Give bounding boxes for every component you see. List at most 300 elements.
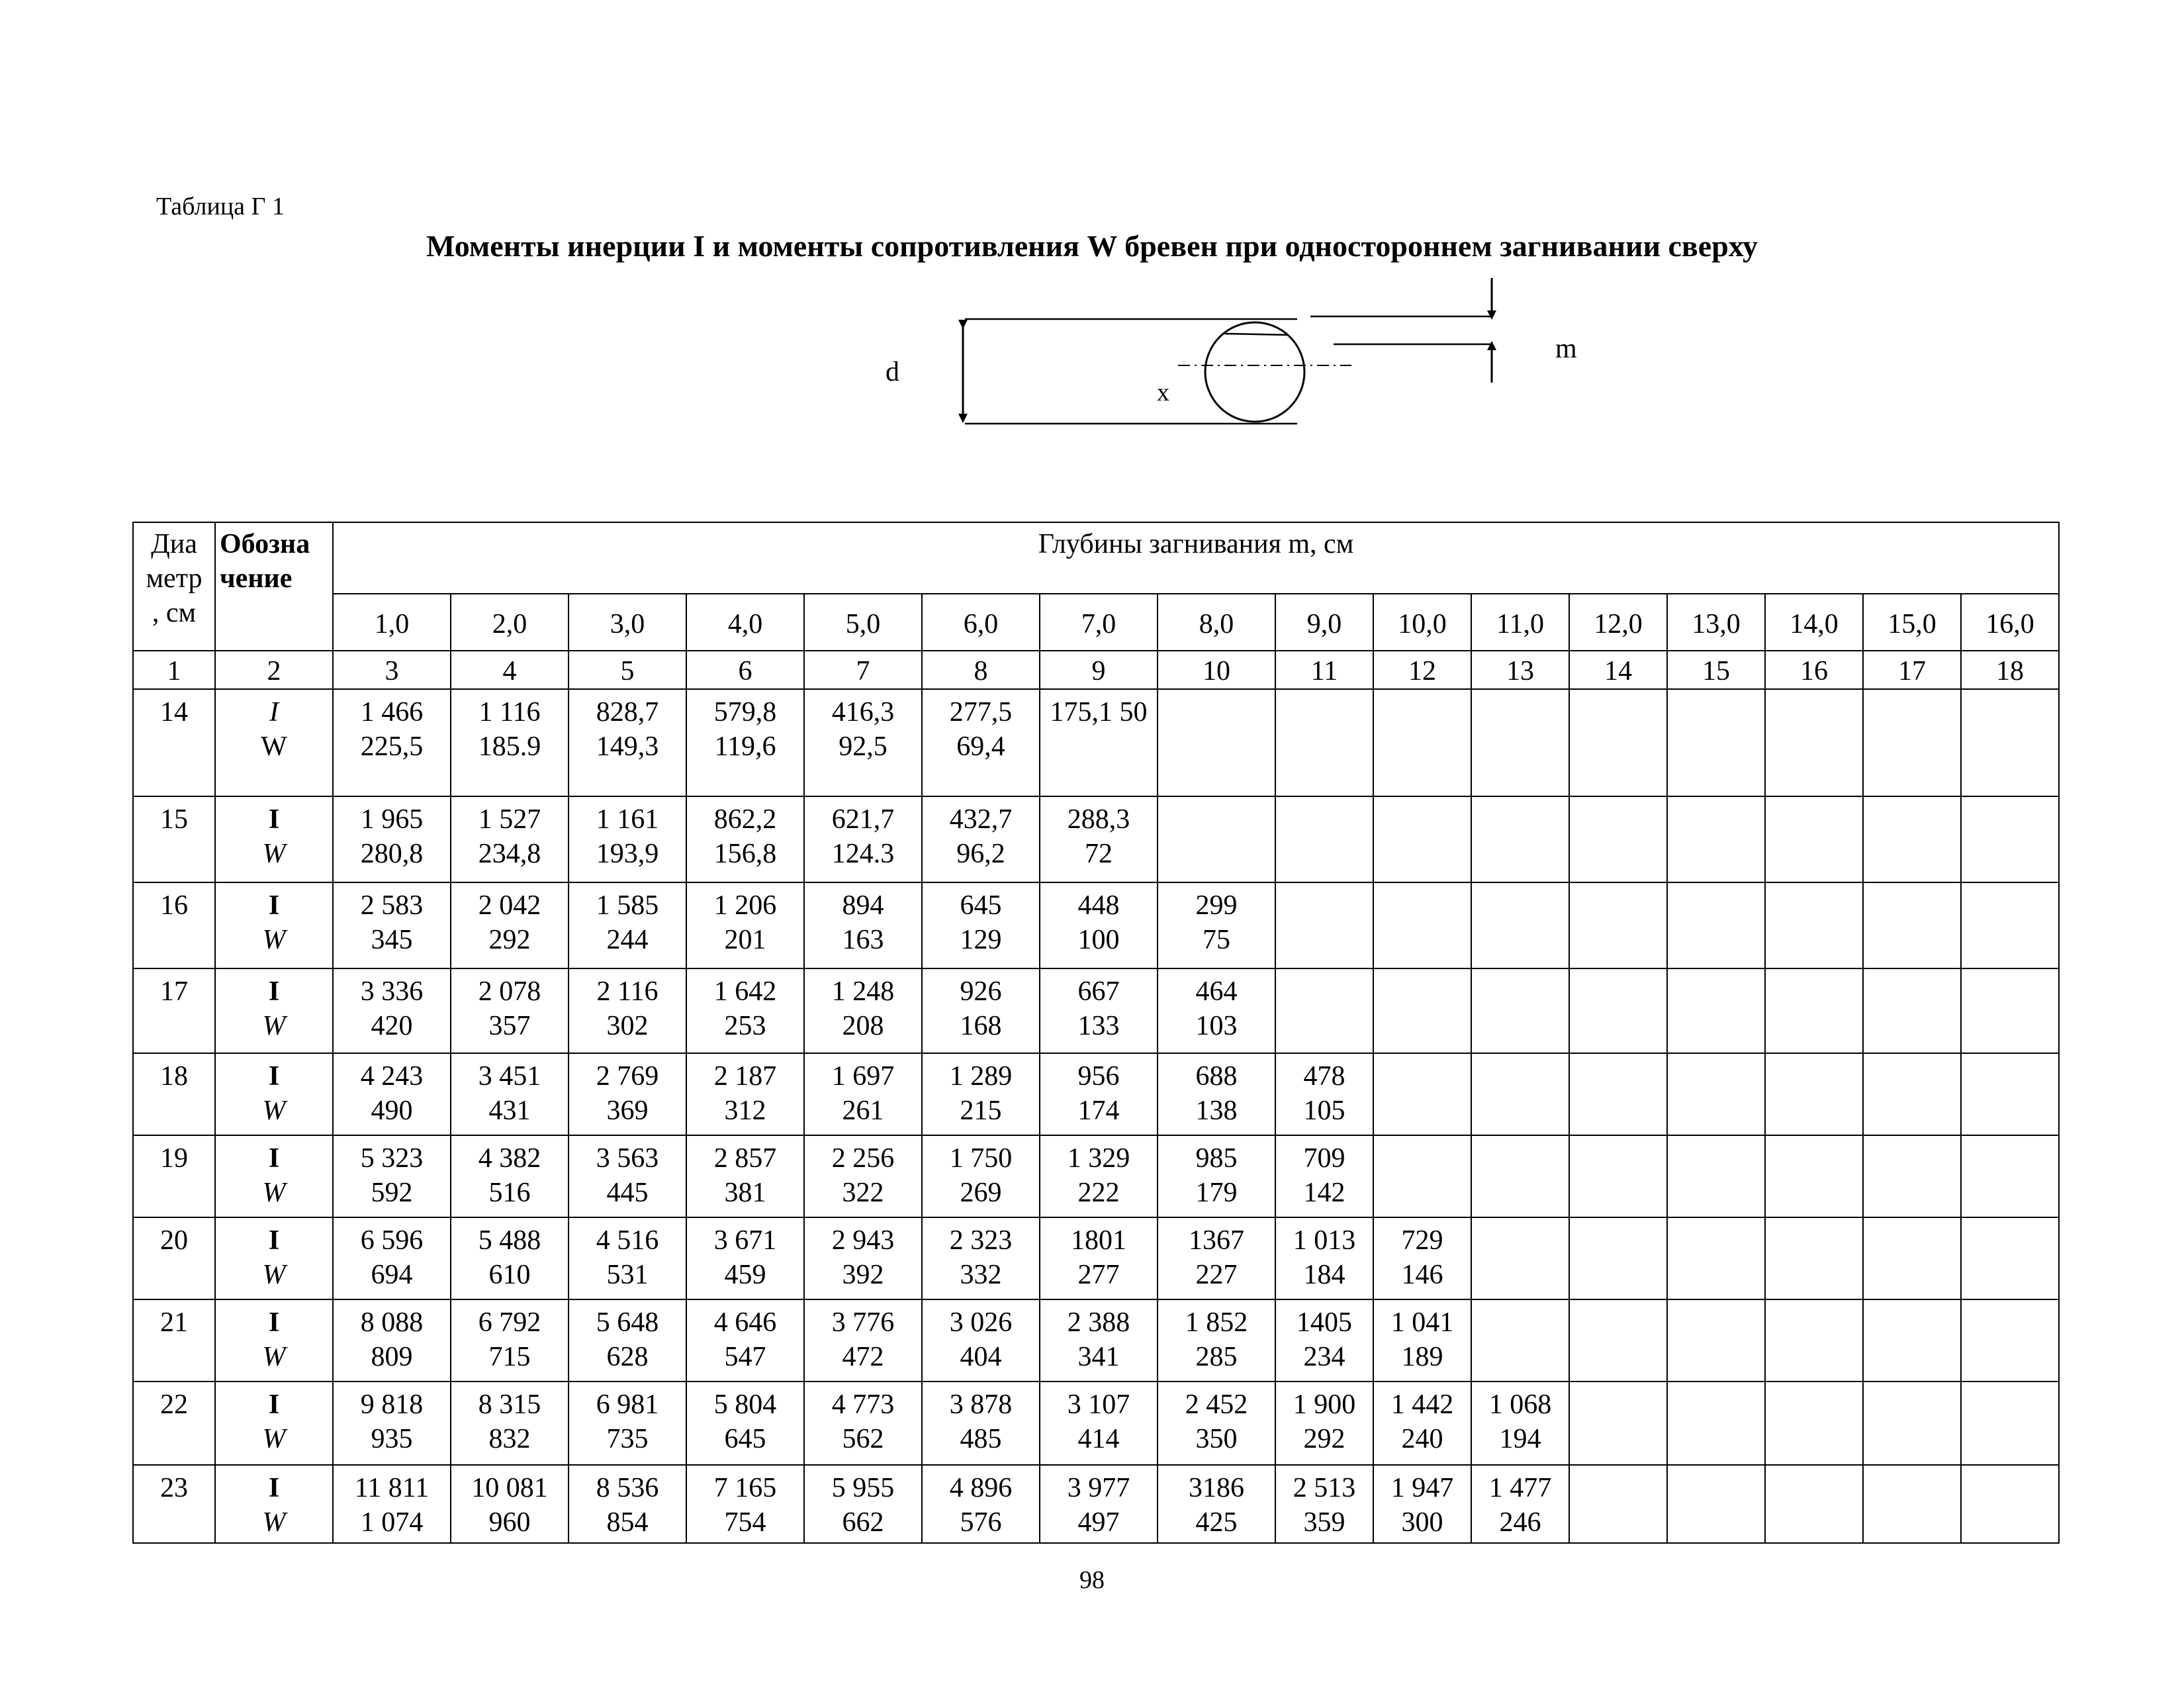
value-cell: [1040, 1299, 1158, 1382]
value-inertia: 3 878: [949, 1389, 1013, 1420]
value-cell: [1158, 1053, 1275, 1135]
value-inertia: 3 977: [1067, 1473, 1130, 1503]
value-cell: [569, 968, 686, 1053]
value-resistance: 431: [488, 1096, 531, 1126]
value-cell: [1961, 968, 2059, 1053]
symbol-inertia: I: [268, 1473, 280, 1503]
value-cell: [1040, 1382, 1158, 1465]
value-resistance: 381: [724, 1178, 766, 1208]
value-cell: [569, 689, 686, 796]
column-number: 10: [1158, 651, 1275, 689]
value-cell: [1471, 1299, 1569, 1382]
value-cell: [1275, 1465, 1373, 1543]
value-resistance: 240: [1401, 1424, 1443, 1454]
value-resistance: 124.3: [831, 839, 895, 869]
value-resistance: 312: [724, 1096, 766, 1126]
column-number: 6: [686, 651, 804, 689]
value-cell: [1275, 1382, 1373, 1465]
value-cell: [1765, 796, 1863, 882]
value-cell: [804, 968, 922, 1053]
value-resistance: 935: [371, 1424, 413, 1454]
value-cell: [1471, 1053, 1569, 1135]
value-cell: [1863, 1053, 1961, 1135]
value-cell: [1667, 796, 1765, 882]
value-cell: [1863, 1135, 1961, 1217]
value-inertia: 3 563: [596, 1143, 659, 1174]
column-number: 3: [333, 651, 451, 689]
value-cell: [451, 1382, 569, 1465]
label-m: m: [1555, 334, 1577, 364]
value-cell: [1471, 796, 1569, 882]
value-inertia: 2 583: [360, 890, 424, 921]
value-cell: [451, 1299, 569, 1382]
value-cell: [1569, 1217, 1667, 1299]
value-inertia: 862,2: [713, 804, 777, 835]
value-resistance: 292: [1303, 1424, 1345, 1454]
value-resistance: 215: [960, 1096, 1002, 1126]
page-number: 98: [1079, 1566, 1105, 1594]
value-cell: [922, 882, 1040, 968]
row-diameter: 17: [133, 968, 215, 1053]
header-diameter-line: метр: [146, 563, 203, 594]
value-inertia: 4 243: [360, 1061, 424, 1092]
symbol-resistance: W: [261, 731, 287, 762]
value-inertia: 1 161: [596, 804, 659, 835]
value-cell: [1040, 882, 1158, 968]
header-depth-value: 16,0: [1961, 594, 2059, 651]
value-cell: [1373, 1053, 1471, 1135]
value-resistance: 189: [1401, 1342, 1443, 1372]
value-cell: [1667, 1299, 1765, 1382]
value-resistance: 179: [1195, 1178, 1238, 1208]
label-x: x: [1157, 379, 1169, 406]
table-row: [133, 1299, 2059, 1382]
value-cell: [922, 1217, 1040, 1299]
table-row: [133, 882, 2059, 968]
table-row: [133, 1217, 2059, 1299]
value-inertia: 1 965: [360, 804, 424, 835]
value-cell: [1158, 1299, 1275, 1382]
value-resistance: 472: [842, 1342, 884, 1372]
value-cell: [451, 1053, 569, 1135]
value-cell: [1471, 1135, 1569, 1217]
value-cell: [451, 882, 569, 968]
value-inertia: 3 671: [713, 1225, 777, 1256]
value-cell: [922, 796, 1040, 882]
value-inertia: 5 804: [713, 1389, 777, 1420]
value-cell: [333, 1299, 451, 1382]
header-depth-value: 3,0: [569, 594, 686, 651]
log-circle: [1205, 322, 1304, 422]
value-cell: [1569, 1053, 1667, 1135]
row-diameter: 20: [133, 1217, 215, 1299]
symbol-inertia: I: [268, 1143, 280, 1174]
value-cell: [1863, 1465, 1961, 1543]
value-cell: [1569, 689, 1667, 796]
value-resistance: 103: [1195, 1011, 1238, 1041]
symbol-resistance: W: [262, 1424, 286, 1454]
value-cell: [1569, 882, 1667, 968]
symbol-resistance: W: [262, 925, 286, 955]
value-inertia: 2 187: [713, 1061, 777, 1092]
value-resistance: 459: [724, 1260, 766, 1290]
value-cell: [1373, 968, 1471, 1053]
value-cell: [1158, 1217, 1275, 1299]
row-designation: [215, 1217, 333, 1299]
value-inertia: 2 769: [596, 1061, 659, 1092]
value-resistance: 420: [371, 1011, 413, 1041]
value-resistance: 96,2: [956, 839, 1005, 869]
value-resistance: 357: [488, 1011, 531, 1041]
value-resistance: 562: [842, 1424, 884, 1454]
symbol-inertia: I: [269, 697, 279, 727]
value-resistance: 92,5: [839, 731, 887, 762]
value-resistance: 105: [1303, 1096, 1345, 1126]
symbol-resistance: W: [262, 1260, 286, 1290]
value-resistance: 100: [1077, 925, 1120, 955]
value-cell: [1765, 1135, 1863, 1217]
value-cell: [1961, 796, 2059, 882]
value-cell: [686, 1465, 804, 1543]
value-cell: [1863, 689, 1961, 796]
value-cell: [804, 1135, 922, 1217]
value-inertia: 688: [1195, 1061, 1238, 1092]
value-inertia: 4 382: [478, 1143, 541, 1174]
value-cell: [1040, 689, 1158, 796]
symbol-inertia: I: [268, 1307, 280, 1338]
value-resistance: 142: [1303, 1178, 1345, 1208]
value-inertia: 1 206: [713, 890, 777, 921]
value-inertia: 6 792: [478, 1307, 541, 1338]
value-resistance: 322: [842, 1178, 884, 1208]
value-inertia: 1 329: [1067, 1143, 1130, 1174]
value-cell: [1275, 1217, 1373, 1299]
value-cell: [1863, 968, 1961, 1053]
value-cell: [804, 1217, 922, 1299]
value-cell: [1158, 796, 1275, 882]
value-cell: [1863, 1299, 1961, 1382]
value-inertia: 1801: [1071, 1225, 1126, 1256]
value-cell: [1765, 1217, 1863, 1299]
value-resistance: 253: [724, 1011, 766, 1041]
value-cell: [686, 1299, 804, 1382]
value-cell: [1373, 1299, 1471, 1382]
symbol-resistance: W: [262, 1011, 286, 1041]
value-cell: [686, 1135, 804, 1217]
table-row: [133, 1053, 2059, 1135]
value-resistance: 174: [1077, 1096, 1120, 1126]
value-cell: [1961, 1382, 2059, 1465]
symbol-inertia: I: [268, 976, 280, 1007]
value-inertia: 828,7: [596, 697, 659, 727]
value-cell: [804, 1053, 922, 1135]
row-diameter: 23: [133, 1465, 215, 1543]
value-inertia: 2 943: [831, 1225, 895, 1256]
value-resistance: 960: [488, 1507, 531, 1538]
symbol-inertia: I: [268, 1061, 280, 1092]
value-resistance: 592: [371, 1178, 413, 1208]
value-resistance: 547: [724, 1342, 766, 1372]
value-cell: [1275, 689, 1373, 796]
value-resistance: 269: [960, 1178, 1002, 1208]
row-designation: [215, 1299, 333, 1382]
value-inertia: 2 857: [713, 1143, 777, 1174]
value-inertia: 5 648: [596, 1307, 659, 1338]
value-resistance: 163: [842, 925, 884, 955]
value-cell: [1863, 1382, 1961, 1465]
header-depth-value: 11,0: [1471, 594, 1569, 651]
value-cell: [569, 1217, 686, 1299]
row-diameter: 19: [133, 1135, 215, 1217]
value-inertia: 1 852: [1185, 1307, 1248, 1338]
column-number: 12: [1373, 651, 1471, 689]
column-number: 1: [133, 651, 215, 689]
value-resistance: 185.9: [478, 731, 541, 762]
value-inertia: 10 081: [471, 1473, 548, 1503]
value-resistance: 662: [842, 1507, 884, 1538]
column-number: 5: [569, 651, 686, 689]
value-inertia: 5 323: [360, 1143, 424, 1174]
value-resistance: 222: [1077, 1178, 1120, 1208]
value-inertia: 299: [1195, 890, 1238, 921]
row-diameter: 21: [133, 1299, 215, 1382]
value-cell: [1158, 1135, 1275, 1217]
value-cell: [1471, 689, 1569, 796]
column-number: 4: [451, 651, 569, 689]
value-cell: [1961, 1217, 2059, 1299]
value-cell: [1373, 1217, 1471, 1299]
value-cell: [1667, 882, 1765, 968]
value-cell: [1569, 968, 1667, 1053]
value-cell: [1961, 1299, 2059, 1382]
value-resistance: 277: [1077, 1260, 1120, 1290]
value-resistance: 138: [1195, 1096, 1238, 1126]
value-cell: [1961, 1465, 2059, 1543]
value-inertia: 1 466: [360, 697, 424, 727]
value-cell: [1373, 1135, 1471, 1217]
value-cell: [1158, 968, 1275, 1053]
value-inertia: 985: [1195, 1143, 1238, 1174]
value-cell: [451, 796, 569, 882]
value-resistance: 445: [606, 1178, 649, 1208]
value-resistance: 302: [606, 1011, 649, 1041]
value-inertia: 2 116: [596, 976, 659, 1007]
value-cell: [686, 1053, 804, 1135]
value-cell: [1275, 796, 1373, 882]
decay-chord: [1224, 334, 1289, 335]
value-resistance: 576: [960, 1507, 1002, 1538]
value-inertia: 5 488: [478, 1225, 541, 1256]
header-depth-value: 12,0: [1569, 594, 1667, 651]
value-resistance: 146: [1401, 1260, 1443, 1290]
value-cell: [333, 1217, 451, 1299]
value-resistance: 201: [724, 925, 766, 955]
value-cell: [451, 968, 569, 1053]
value-inertia: 277,5: [949, 697, 1013, 727]
value-cell: [686, 968, 804, 1053]
value-cell: [1040, 796, 1158, 882]
value-inertia: 1 477: [1488, 1473, 1552, 1503]
column-number: 16: [1765, 651, 1863, 689]
value-inertia: 2 042: [478, 890, 541, 921]
value-inertia: 1 527: [478, 804, 541, 835]
value-resistance: 516: [488, 1178, 531, 1208]
row-designation: [215, 968, 333, 1053]
value-inertia: 1 041: [1390, 1307, 1454, 1338]
table-row: [133, 1382, 2059, 1465]
value-inertia: 478: [1303, 1061, 1345, 1092]
value-inertia: 956: [1077, 1061, 1120, 1092]
value-cell: [922, 1299, 1040, 1382]
value-resistance: 280,8: [360, 839, 424, 869]
value-cell: [333, 882, 451, 968]
value-resistance: 285: [1195, 1342, 1238, 1372]
value-cell: [333, 1382, 451, 1465]
value-cell: [333, 968, 451, 1053]
value-inertia: 416,3: [831, 697, 895, 727]
column-number: 17: [1863, 651, 1961, 689]
row-designation: [215, 689, 333, 796]
value-resistance: 610: [488, 1260, 531, 1290]
symbol-resistance: W: [262, 1096, 286, 1126]
value-inertia: 2 323: [949, 1225, 1013, 1256]
value-inertia: 3 776: [831, 1307, 895, 1338]
row-diameter: 16: [133, 882, 215, 968]
header-depth-value: 6,0: [922, 594, 1040, 651]
row-designation: [215, 1053, 333, 1135]
value-resistance: 332: [960, 1260, 1002, 1290]
header-depth-value: 5,0: [804, 594, 922, 651]
value-cell: [1765, 689, 1863, 796]
value-cell: [569, 796, 686, 882]
value-resistance: 628: [606, 1342, 649, 1372]
value-resistance: 404: [960, 1342, 1002, 1372]
value-cell: [451, 1465, 569, 1543]
header-depth-group: Глубины загнивания m, см: [333, 522, 2059, 594]
value-resistance: 694: [371, 1260, 413, 1290]
value-inertia: 645: [960, 890, 1002, 921]
header-diameter-line: Диа: [151, 529, 197, 559]
value-cell: [1765, 1053, 1863, 1135]
table-row: [133, 1135, 2059, 1217]
value-cell: [1373, 1465, 1471, 1543]
value-resistance: 292: [488, 925, 531, 955]
value-inertia: 4 646: [713, 1307, 777, 1338]
value-cell: [1471, 1465, 1569, 1543]
value-cell: [451, 689, 569, 796]
value-inertia: 464: [1195, 976, 1238, 1007]
value-cell: [1569, 796, 1667, 882]
value-inertia: 1 585: [596, 890, 659, 921]
value-cell: [1158, 1382, 1275, 1465]
value-cell: [1667, 689, 1765, 796]
value-cell: [333, 796, 451, 882]
value-cell: [686, 1382, 804, 1465]
column-number: 15: [1667, 651, 1765, 689]
value-resistance: 854: [606, 1507, 649, 1538]
value-inertia: 894: [842, 890, 884, 921]
row-diameter: 22: [133, 1382, 215, 1465]
value-cell: [804, 1382, 922, 1465]
value-cell: [569, 1382, 686, 1465]
value-resistance: 129: [960, 925, 1002, 955]
value-cell: [1961, 882, 2059, 968]
value-cell: [1373, 882, 1471, 968]
column-number: 7: [804, 651, 922, 689]
value-resistance: 490: [371, 1096, 413, 1126]
row-diameter: 18: [133, 1053, 215, 1135]
value-resistance: 754: [724, 1507, 766, 1538]
value-resistance: 300: [1401, 1507, 1443, 1538]
value-inertia: 4 896: [949, 1473, 1013, 1503]
value-resistance: 1 074: [360, 1507, 424, 1538]
header-depth-value: 15,0: [1863, 594, 1961, 651]
value-resistance: 193,9: [596, 839, 659, 869]
value-cell: [922, 1382, 1040, 1465]
value-inertia: 1 068: [1488, 1389, 1552, 1420]
value-cell: [1471, 1217, 1569, 1299]
value-cell: [569, 1135, 686, 1217]
value-cell: [1040, 1135, 1158, 1217]
value-cell: [569, 1465, 686, 1543]
value-resistance: 425: [1195, 1507, 1238, 1538]
value-cell: [569, 1053, 686, 1135]
symbol-resistance: W: [262, 839, 286, 869]
value-cell: [1275, 1135, 1373, 1217]
value-resistance: 184: [1303, 1260, 1345, 1290]
value-cell: [1569, 1299, 1667, 1382]
value-cell: [1667, 1053, 1765, 1135]
value-inertia: 3186: [1189, 1473, 1244, 1503]
value-resistance: 208: [842, 1011, 884, 1041]
column-number: 9: [1040, 651, 1158, 689]
value-cell: [686, 796, 804, 882]
value-inertia: 1 116: [478, 697, 541, 727]
value-cell: [569, 882, 686, 968]
value-cell: [1471, 882, 1569, 968]
value-resistance: 194: [1499, 1424, 1541, 1454]
value-cell: [1471, 968, 1569, 1053]
value-cell: [1040, 1053, 1158, 1135]
value-cell: [333, 689, 451, 796]
column-number: 18: [1961, 651, 2059, 689]
value-inertia: 621,7: [831, 804, 895, 835]
value-cell: [1373, 1382, 1471, 1465]
header-designation: [215, 522, 333, 651]
value-cell: [1765, 1465, 1863, 1543]
value-inertia: 1 697: [831, 1061, 895, 1092]
value-inertia: 926: [960, 976, 1002, 1007]
value-inertia: 2 078: [478, 976, 541, 1007]
row-designation: [215, 1382, 333, 1465]
header-depth-value: 9,0: [1275, 594, 1373, 651]
value-resistance: 234,8: [478, 839, 541, 869]
value-cell: [1765, 1299, 1863, 1382]
value-inertia: 1 013: [1293, 1225, 1356, 1256]
value-cell: [804, 1299, 922, 1382]
value-resistance: 497: [1077, 1507, 1120, 1538]
value-resistance: 227: [1195, 1260, 1238, 1290]
column-number: 14: [1569, 651, 1667, 689]
value-inertia: 3 107: [1067, 1389, 1130, 1420]
column-number: 8: [922, 651, 1040, 689]
value-inertia: 1405: [1297, 1307, 1352, 1338]
value-cell: [1275, 968, 1373, 1053]
value-cell: [333, 1053, 451, 1135]
value-inertia: 8 088: [360, 1307, 424, 1338]
column-number: 11: [1275, 651, 1373, 689]
value-inertia: 9 818: [360, 1389, 424, 1420]
